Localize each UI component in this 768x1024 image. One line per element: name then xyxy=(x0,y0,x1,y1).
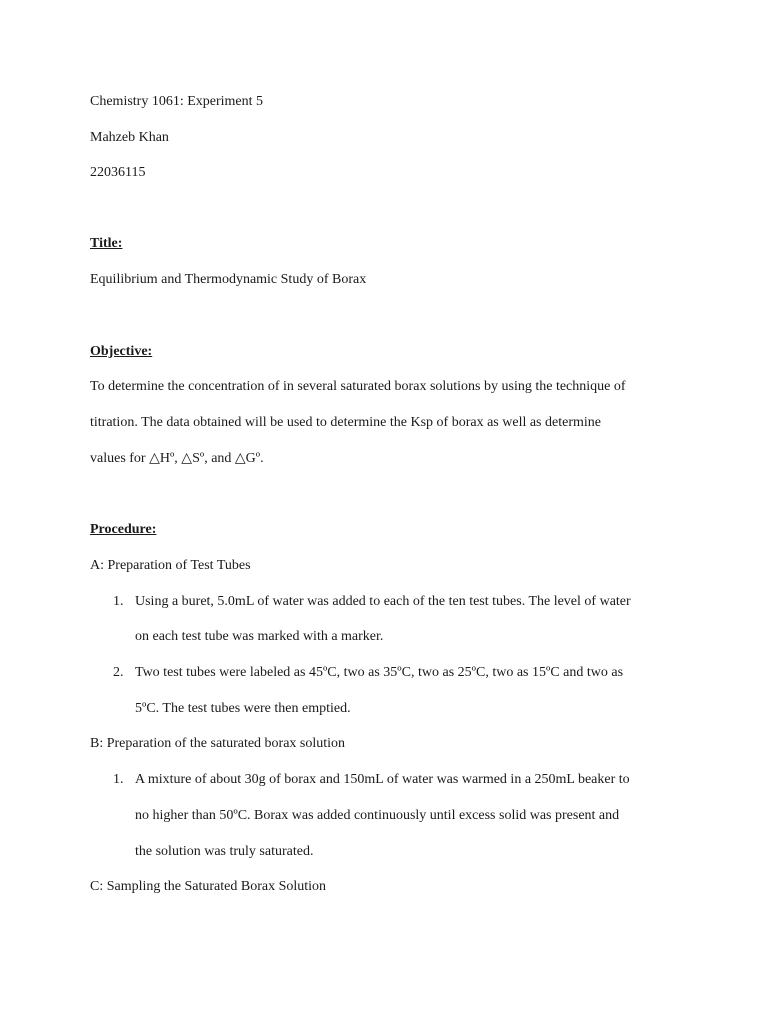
list-item-line: 5ºC. The test tubes were then emptied. xyxy=(135,701,351,716)
course-line: Chemistry 1061: Experiment 5 xyxy=(90,94,264,109)
title-heading: Title: xyxy=(90,236,123,251)
objective-line: To determine the concentration of in several saturated borax solutions by using the technique of xyxy=(90,379,626,394)
list-item-line: Using a buret, 5.0mL of water was added to each of the ten test tubes. The level of water xyxy=(135,594,631,609)
objective-line: values for △Hº, △Sº, and △Gº. xyxy=(90,451,264,466)
objective-heading: Objective: xyxy=(90,344,153,359)
list-number: 2. xyxy=(113,665,124,680)
list-item-line: on each test tube was marked with a marker. xyxy=(135,629,384,644)
list-item-line: the solution was truly saturated. xyxy=(135,844,314,859)
author-name: Mahzeb Khan xyxy=(90,130,169,145)
section-c-title: C: Sampling the Saturated Borax Solution xyxy=(90,879,327,894)
list-number: 1. xyxy=(113,772,124,787)
list-number: 1. xyxy=(113,594,124,609)
list-item-line: A mixture of about 30g of borax and 150mL of water was warmed in a 250mL beaker to xyxy=(135,772,630,787)
list-item-line: no higher than 50ºC. Borax was added continuously until excess solid was present and xyxy=(135,808,620,823)
section-a-title: A: Preparation of Test Tubes xyxy=(90,558,251,573)
procedure-heading: Procedure: xyxy=(90,522,157,537)
list-item-line: Two test tubes were labeled as 45ºC, two as 35ºC, two as 25ºC, two as 15ºC and two as xyxy=(135,665,624,680)
section-b-title: B: Preparation of the saturated borax solution xyxy=(90,736,346,751)
student-id: 22036115 xyxy=(90,165,146,180)
objective-line: titration. The data obtained will be used to determine the Ksp of borax as well as determine xyxy=(90,415,601,430)
report-title: Equilibrium and Thermodynamic Study of Borax xyxy=(90,272,367,287)
